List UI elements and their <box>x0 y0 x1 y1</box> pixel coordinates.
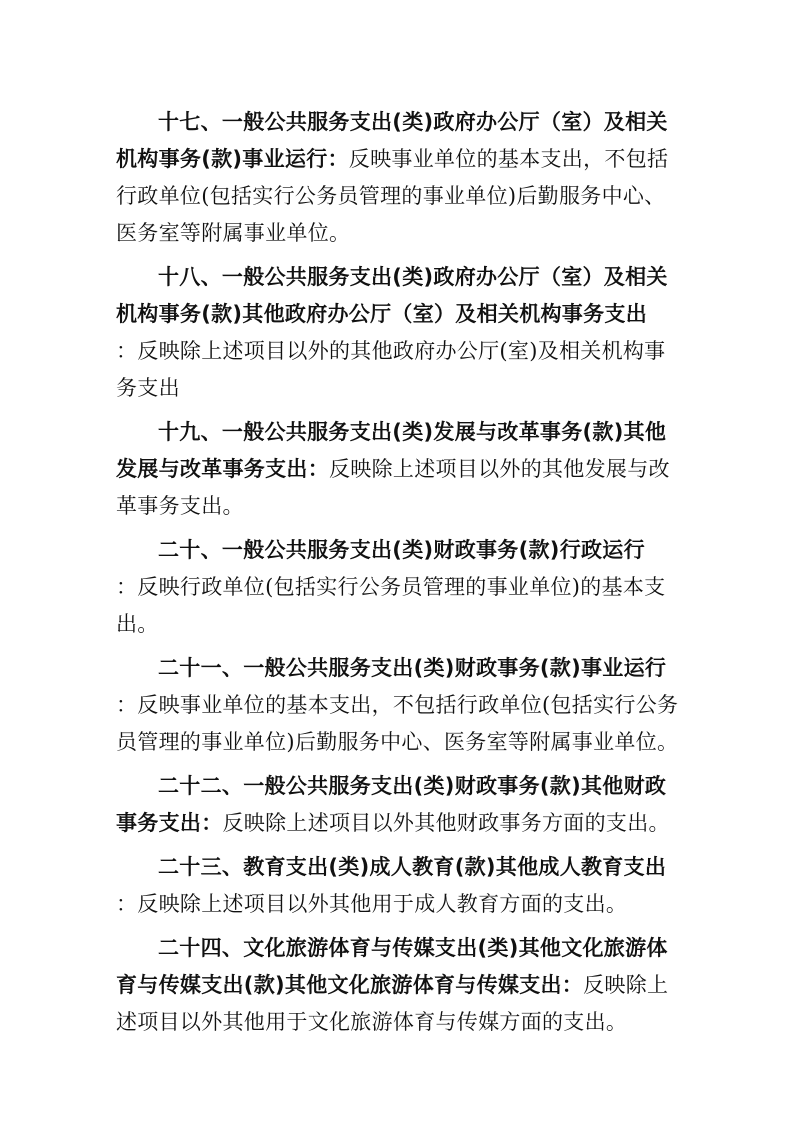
paragraph-line <box>116 451 676 488</box>
paragraph-first-line <box>116 259 676 296</box>
paragraph-line <box>116 805 676 842</box>
paragraph-first-line <box>116 650 676 687</box>
paragraph-line <box>116 687 679 724</box>
paragraph-first-line <box>116 532 676 569</box>
item-heading-text: 二十四、文化旅游体育与传媒支出(类)其他文化旅游体 <box>158 936 668 960</box>
item-description-text: 出。 <box>116 612 159 636</box>
item-heading-text: 二十一、一般公共服务支出(类)财政事务(款)事业运行 <box>158 656 667 680</box>
item-description-text: 务支出 <box>116 376 180 400</box>
paragraph-line <box>116 569 676 606</box>
item-description-text: ：反映事业单位的基本支出，不包括行政单位(包括实行公务 <box>116 693 679 717</box>
item-heading-text: 十九、一般公共服务支出(类)发展与改革事务(款)其他 <box>158 420 667 444</box>
paragraph-line <box>116 370 676 407</box>
paragraph-first-line <box>116 414 676 451</box>
item-heading-text: 发展与改革事务支出： <box>116 457 329 481</box>
paragraph-line <box>116 886 676 923</box>
item-heading-text: 二十二、一般公共服务支出(类)财政事务(款)其他财政 <box>158 774 667 798</box>
paragraph-line <box>116 606 676 643</box>
paragraph-line <box>116 296 676 333</box>
paragraph-line <box>116 215 676 252</box>
item-description-text: 医务室等附属事业单位。 <box>116 221 351 245</box>
item-heading-text: 十八、一般公共服务支出(类)政府办公厅（室）及相关 <box>158 265 668 289</box>
item-heading-text: 事务支出： <box>116 811 223 835</box>
paragraph-line <box>116 488 676 525</box>
item-description-text: ：反映除上述项目以外的其他政府办公厅(室)及相关机构事 <box>116 339 666 363</box>
paragraph-first-line <box>116 930 676 967</box>
item-description-text: ：反映除上述项目以外其他用于成人教育方面的支出。 <box>116 892 628 916</box>
item-heading-text: 机构事务(款)其他政府办公厅（室）及相关机构事务支出 <box>116 302 647 326</box>
paragraph-line <box>116 724 679 761</box>
paragraph-line <box>116 1004 676 1041</box>
item-heading-text: 机构事务(款)事业运行： <box>116 147 349 171</box>
item-heading-text: 十七、一般公共服务支出(类)政府办公厅（室）及相关 <box>158 110 668 134</box>
paragraph-line <box>116 967 676 1004</box>
document-body <box>116 104 679 1041</box>
item-heading-text: 二十、一般公共服务支出(类)财政事务(款)行政运行 <box>158 538 645 562</box>
item-description-text: 行政单位(包括实行公务员管理的事业单位)后勤服务中心、 <box>116 184 666 208</box>
item-description-text: 员管理的事业单位)后勤服务中心、医务室等附属事业单位。 <box>116 730 679 754</box>
item-description-text: 反映除上述项目以外的其他发展与改 <box>329 457 670 481</box>
paragraph-line <box>116 178 676 215</box>
item-description-text: 革事务支出。 <box>116 494 244 518</box>
item-description-text: 反映事业单位的基本支出，不包括 <box>348 147 669 171</box>
item-heading-text: 育与传媒支出(款)其他文化旅游体育与传媒支出： <box>116 973 584 997</box>
paragraph-line <box>116 141 676 178</box>
item-heading-text: 二十三、教育支出(类)成人教育(款)其他成人教育支出 <box>158 855 667 879</box>
item-description-text: 述项目以外其他用于文化旅游体育与传媒方面的支出。 <box>116 1010 628 1034</box>
item-description-text: 反映除上 <box>583 973 669 997</box>
item-description-text: 反映除上述项目以外其他财政事务方面的支出。 <box>222 811 670 835</box>
paragraph-line <box>116 333 676 370</box>
paragraph-first-line <box>116 104 676 141</box>
paragraph-first-line <box>116 768 676 805</box>
item-description-text: ：反映行政单位(包括实行公务员管理的事业单位)的基本支 <box>116 575 666 599</box>
paragraph-first-line <box>116 849 676 886</box>
